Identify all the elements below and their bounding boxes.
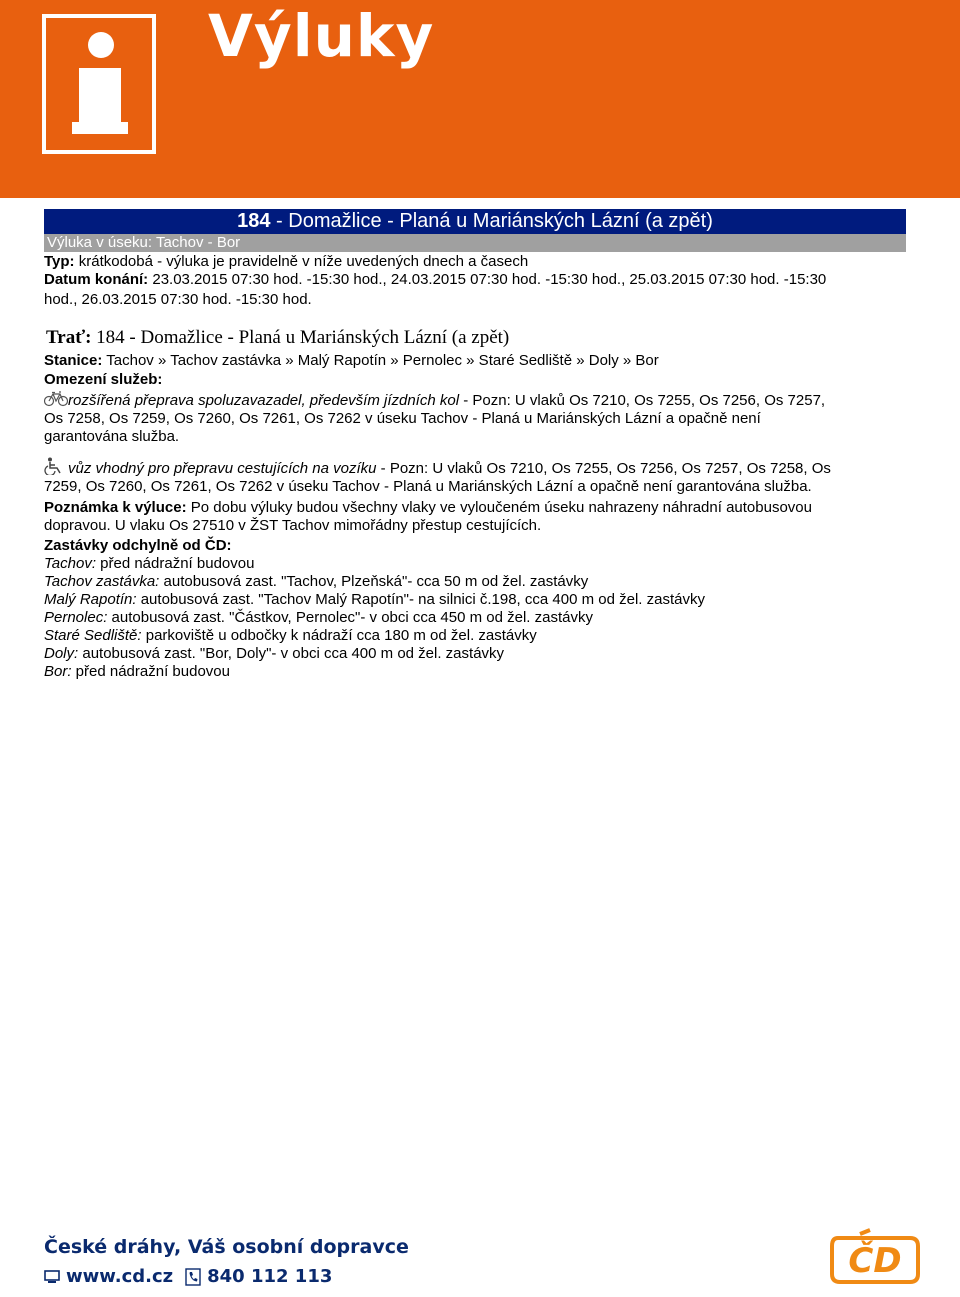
trat-label: Trať:	[46, 327, 92, 348]
stanice-label: Stanice:	[44, 352, 103, 369]
header-title: Výluky	[208, 2, 435, 70]
header-banner	[0, 0, 960, 198]
stop-row: Tachov zastávka: autobusová zast. "Tachov, Plzeňská"- cca 50 m od žel. zastávky	[44, 573, 589, 590]
section-value: Tachov - Bor	[155, 234, 241, 251]
footer-web-link[interactable]: www.cd.cz	[66, 1266, 174, 1287]
section-label: Výluka v úseku:	[47, 234, 153, 251]
phone-icon	[185, 1268, 201, 1286]
omezeni-heading	[44, 371, 906, 389]
bicycle-restriction-title: rozšířená přeprava spoluzavazadel, především jízdních kol	[68, 392, 460, 409]
footer-slogan: České dráhy, Váš osobní dopravce	[44, 1236, 409, 1258]
typ-value: krátkodobá - výluka je pravidelně v níže uvedených dnech a časech	[74, 253, 529, 270]
datum-block	[44, 271, 906, 309]
stop-row: Bor: před nádražní budovou	[44, 663, 230, 680]
datum-label: Datum konání:	[44, 271, 149, 288]
stop-row: Doly: autobusová zast. "Bor, Doly"- v obci cca 400 m od žel. zastávky	[44, 645, 505, 662]
omezeni-label: Omezení služeb:	[44, 371, 163, 388]
footer-contacts	[44, 1266, 332, 1287]
footer-phone: 840 112 113	[207, 1266, 333, 1287]
bicycle-icon	[44, 391, 68, 409]
info-icon	[42, 14, 156, 154]
poznamka-label: Poznámka k výluce:	[44, 499, 187, 516]
datum-line2: hod., 26.03.2015 07:30 hod. -15:30 hod.	[44, 291, 312, 308]
trat-line	[46, 327, 509, 349]
stop-row: Staré Sedliště: parkoviště u odbočky k nádraží cca 180 m od žel. zastávky	[44, 627, 537, 644]
bicycle-restriction-line3: garantována služba.	[44, 428, 180, 445]
bicycle-restriction-line1: - Pozn: U vlaků Os 7210, Os 7255, Os 7256, Os 7257,	[459, 392, 826, 409]
poznamka-line1: Po dobu výluky budou všechny vlaky ve vyloučeném úseku nahrazeny náhradní autobusovou	[186, 499, 812, 516]
typ-line	[44, 253, 906, 271]
bicycle-restriction-line2: Os 7258, Os 7259, Os 7260, Os 7261, Os 7262 v úseku Tachov - Planá u Mariánských Lázní a opačně není	[44, 410, 761, 427]
restriction-bicycle	[44, 391, 906, 446]
section-bar	[44, 234, 906, 252]
wheelchair-icon	[44, 457, 68, 475]
cd-logo	[830, 1228, 920, 1297]
trat-value: 184 - Domažlice - Planá u Mariánských Lázní (a zpět)	[91, 327, 510, 348]
restriction-wheelchair	[44, 457, 906, 496]
stop-row: Tachov: před nádražní budovou	[44, 555, 255, 572]
stop-row: Pernolec: autobusová zast. "Částkov, Pernolec"- v obci cca 450 m od žel. zastávky	[44, 609, 593, 626]
wheelchair-restriction-line1: - Pozn: U vlaků Os 7210, Os 7255, Os 7256, Os 7257, Os 7258, Os	[376, 460, 831, 477]
stanice-line	[44, 352, 906, 370]
route-title-bar	[44, 209, 906, 234]
poznamka-block	[44, 499, 906, 535]
route-number: 184	[237, 210, 271, 232]
zastavky-block	[44, 537, 906, 681]
route-name: - Domažlice - Planá u Mariánských Lázní (a zpět)	[270, 210, 713, 232]
svg-text:ČD: ČD	[848, 1241, 902, 1281]
zastavky-label: Zastávky odchylně od ČD:	[44, 537, 232, 554]
typ-label: Typ:	[44, 253, 75, 270]
poznamka-line2: dopravou. U vlaku Os 27510 v ŽST Tachov mimořádny přestup cestujících.	[44, 517, 542, 534]
stanice-value: Tachov » Tachov zastávka » Malý Rapotín » Pernolec » Staré Sedliště » Doly » Bor	[102, 352, 659, 369]
wheelchair-restriction-line2: 7259, Os 7260, Os 7261, Os 7262 v úseku Tachov - Planá u Mariánských Lázní a opačně není garantována služba.	[44, 478, 812, 495]
wheelchair-restriction-title: vůz vhodný pro přepravu cestujících na vozíku	[68, 460, 377, 477]
datum-line1: 23.03.2015 07:30 hod. -15:30 hod., 24.03.2015 07:30 hod. -15:30 hod., 25.03.2015 07:30 hod. -15:30	[148, 271, 827, 288]
computer-icon	[44, 1269, 60, 1285]
stop-row: Malý Rapotín: autobusová zast. "Tachov Malý Rapotín"- na silnici č.198, cca 400 m od žel. zastávky	[44, 591, 705, 608]
